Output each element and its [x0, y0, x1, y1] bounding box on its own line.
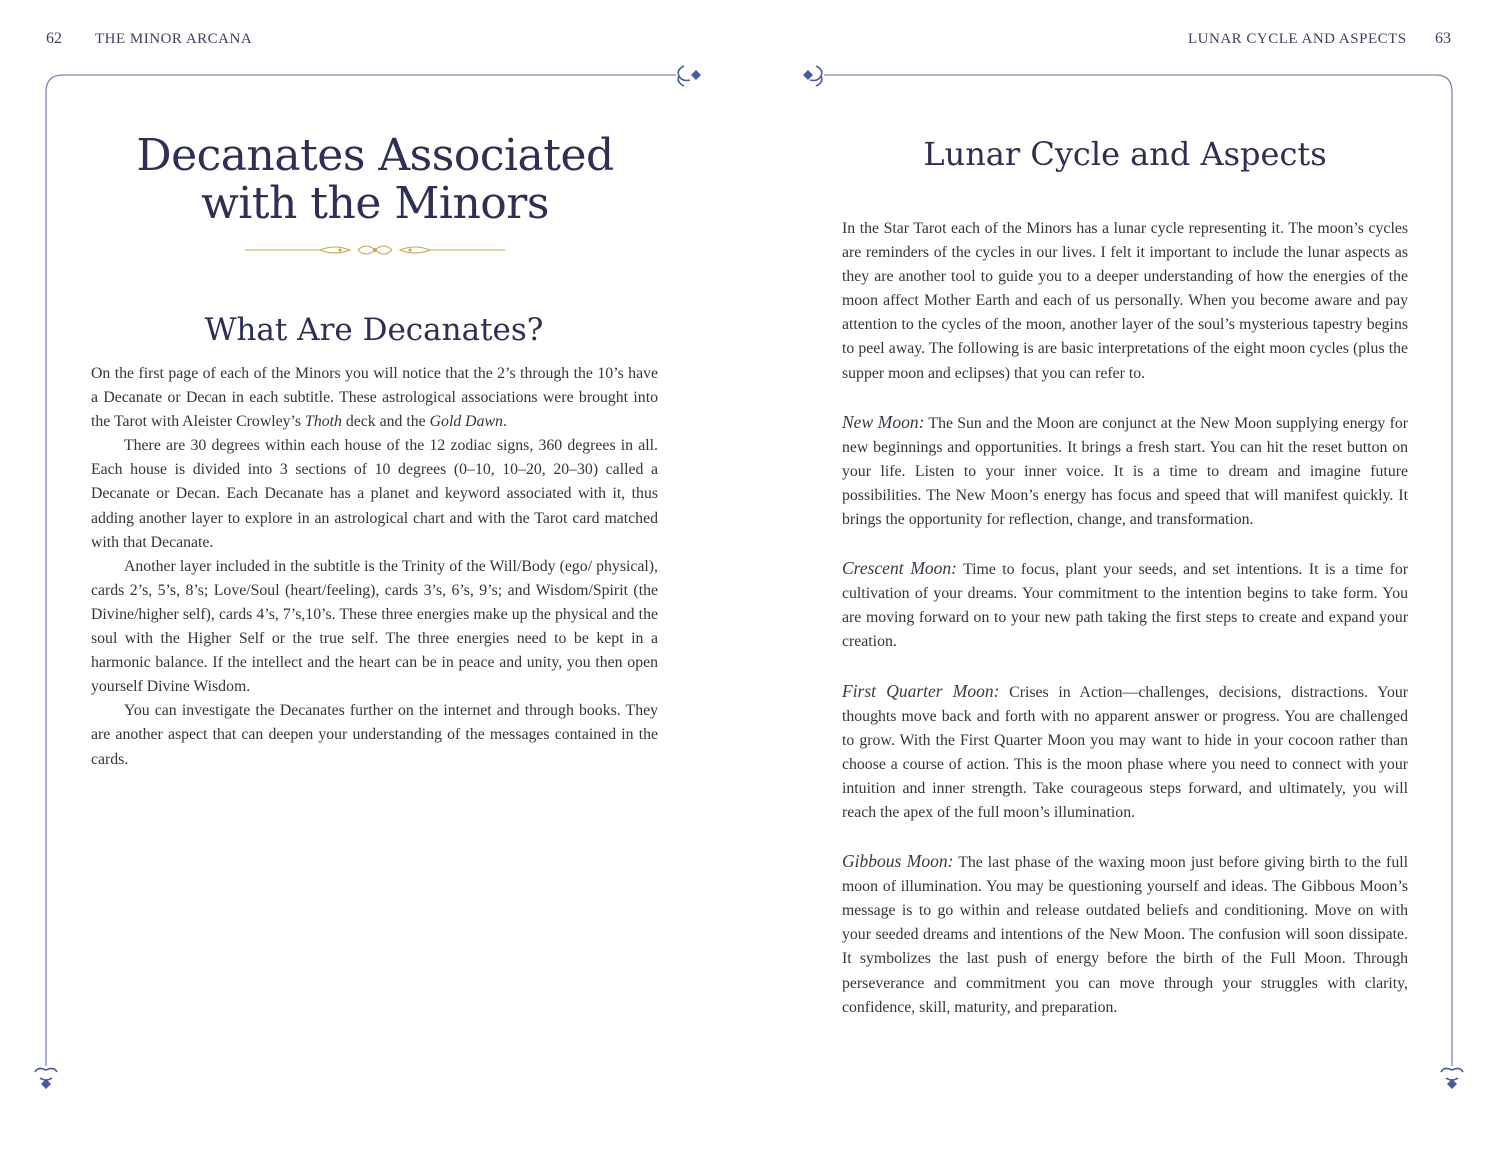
- phase-text: Crises in Action—challenges, decisions, distractions. Your thoughts move back and forth with no apparent answer or progress. You are challenged to grow. With the First Quarter Moon you may want to hide in your cocoon rather than choose a course of action. This is the moon phase where you need to connect with your intuition and inner strength. Take courageous steps forward, and ultimately, you will reach the apex of the full moon’s illumination.: [842, 683, 1409, 821]
- phase-text: The last phase of the waxing moon just before giving birth to the full moon of illumination. You may be questioning yourself and ideas. The Gibbous Moon’s message is to go within and release outdated beliefs and conditioning. Move on with your seeded dreams and intentions of the New Moon. The confusion will soon dissipate. It symbolizes the last push of energy before the birth of the Full Moon. Through perseverance and commitment you can move through your struggles with clarity, confidence, skill, maturity, and preparation.: [842, 854, 1408, 1016]
- section-heading: What Are Decanates?: [204, 312, 544, 348]
- page-number-left: 62: [46, 30, 62, 47]
- chapter-title-line-2: with the Minors: [201, 178, 549, 229]
- phase-name: New Moon:: [842, 411, 925, 432]
- phase-text: Time to focus, plant your seeds, and set intentions. It is a time for cultivation of your dreams. Your commitment to the intention begins to take form. You are moving forward on to your new path taking the first steps to create and expand your creation.: [842, 561, 1408, 651]
- phase-gibbous-moon: [842, 849, 1408, 1020]
- phase-name: Gibbous Moon:: [842, 851, 954, 872]
- gold-flourish-divider-icon: [240, 240, 510, 260]
- intro-paragraph: In the Star Tarot each of the Minors has a lunar cycle representing it. The moon’s cycles are reminders of the cycles in our lives. I felt it important to include the lunar aspects as they are another tool to guide you to a deeper understanding of how the energies of the moon affect Mother Earth and each of us personally. When you become aware and pay attention to the cycles of the moon, another layer of the soul’s mysterious tapestry begins to peel away. The following is are basic interpretations of the eight moon cycles (plus the supper moon and eclipses) that you can refer to.: [842, 220, 1408, 382]
- diamond-top-right-icon: [803, 70, 813, 80]
- right-page-body: [842, 217, 1408, 1020]
- phase-text: The Sun and the Moon are conjunct at the New Moon supplying energy for new beginnings and opportunities. It brings a fresh start. You can hit the reset button on your life. Listen to your inner voice. It is a time to dream and imagine future possibilities. The New Moon’s energy has focus and speed that will manifest quickly. It brings the opportunity for reflection, change, and transformation.: [842, 414, 1408, 529]
- right-page-title: Lunar Cycle and Aspects: [923, 135, 1327, 173]
- phase-new-moon: [842, 410, 1408, 532]
- phase-name: First Quarter Moon:: [842, 680, 1000, 701]
- running-head-right: LUNAR CYCLE AND ASPECTS: [1188, 31, 1407, 47]
- paragraph-2: There are 30 degrees within each house of the 12 zodiac signs, 360 degrees in all. Each house is divided into 3 sections of 10 degrees (0–10, 10–20, 20–30) called a Decanate or Decan. Each Decanate has a planet and keyword associated with it, thus adding another layer to explore in an astrological chart and with the Tarot card matched with that Decanate.: [91, 437, 658, 551]
- paragraph-1-text-a: On the first page of each of the Minors you will notice that the 2’s through the 10’s have a Decanate or Decan in each subtitle. These astrological associations were brought into the Tarot with Aleister Crowley’s: [91, 365, 658, 431]
- gold-dawn-title: Gold Dawn: [429, 413, 503, 431]
- ornament-top-left-icon: [678, 66, 690, 86]
- paragraph-1-text-c: .: [502, 413, 507, 431]
- ornament-bottom-right-icon: [1441, 1068, 1463, 1080]
- left-page-body: [91, 362, 658, 772]
- paragraph-1-text-b: deck and the: [341, 413, 430, 431]
- paragraph-1: [91, 362, 658, 434]
- ornament-bottom-left-icon: [35, 1068, 57, 1080]
- chapter-title-line-1: Decanates Associated: [136, 130, 614, 181]
- diamond-bottom-right-icon: [1447, 1079, 1457, 1089]
- paragraph-4: You can investigate the Decanates further on the internet and through books. They are another aspect that can deepen your understanding of the messages contained in the cards.: [91, 702, 658, 768]
- phase-first-quarter-moon: [842, 679, 1408, 826]
- phase-name: Crescent Moon:: [842, 558, 957, 579]
- chapter-title: [90, 132, 660, 228]
- diamond-bottom-left-icon: [41, 1079, 51, 1089]
- paragraph-3: Another layer included in the subtitle is the Trinity of the Will/Body (ego/ physical), cards 2’s, 5’s, 8’s; Love/Soul (heart/feeling), cards 3’s, 6’s, 9’s; and Wisdom/Spirit (the Divine/higher self), cards 4’s, 7’s,10’s. These three energies make up the physical and the soul with the Higher Self or the true self. The three energies need to be kept in a harmonic balance. If the intellect and the heart can be in peace and unity, you then open yourself Divine Wisdom.: [91, 557, 658, 696]
- running-head-left: THE MINOR ARCANA: [95, 31, 253, 47]
- phase-crescent-moon: [842, 556, 1408, 654]
- page-number-right: 63: [1435, 30, 1451, 47]
- diamond-top-left-icon: [691, 70, 701, 80]
- thoth-title: Thoth: [305, 413, 342, 431]
